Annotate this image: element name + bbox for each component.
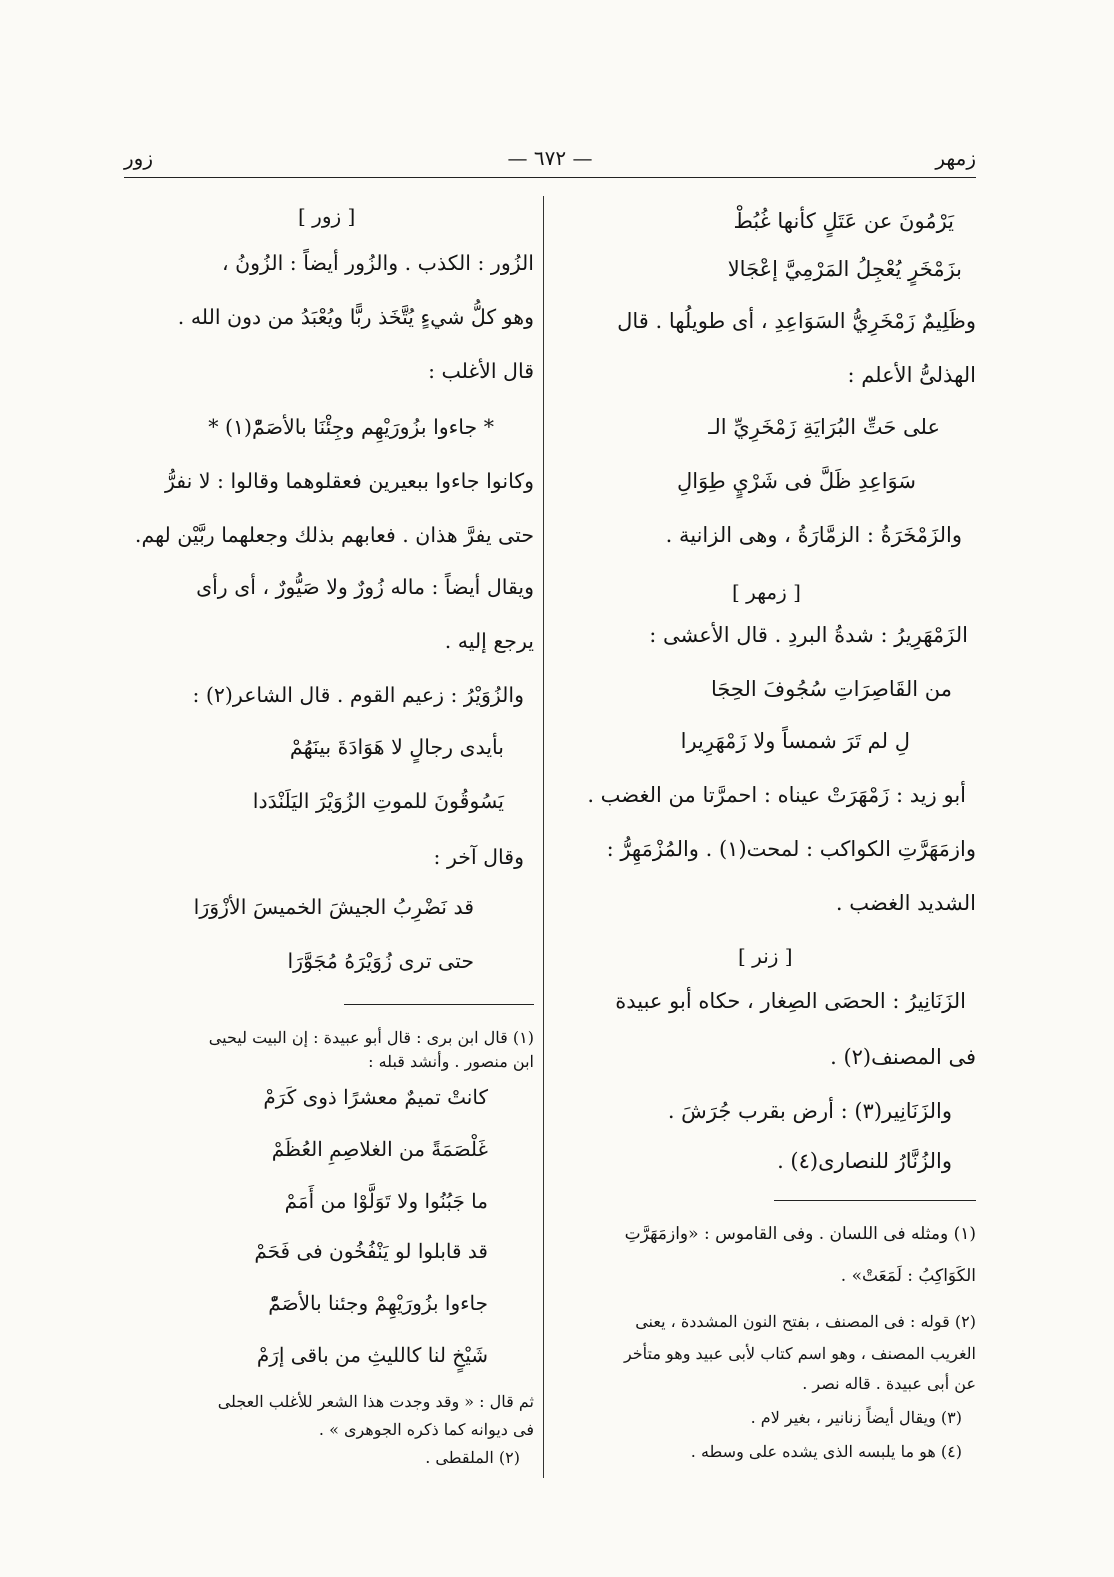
footnote-verse: جاءوا بزُورَيْهِمْ وجئنا بالأصَمّْ (268, 1291, 488, 1315)
text-line: وازمَهَرَّتِ الكواكب : لمحت(١) . والمُزْمَهِرُّ : (606, 837, 976, 861)
page-number: — ٦٧٢ — (507, 146, 593, 170)
column-divider (543, 196, 544, 1478)
footnote-line: فى ديوانه كما ذكره الجوهرى » . (318, 1420, 534, 1439)
verse-line: لِ لم تَرَ شمساً ولا زَمْهَرِيرا (680, 729, 910, 753)
text-line: وكانوا جاءوا ببعيرين فعقلوهما وقالوا : لا نفرُّ (164, 469, 534, 493)
footnote-line: ثم قال : « وقد وجدت هذا الشعر للأغلب العجلى (217, 1392, 534, 1411)
verse-line: * جاءوا بزُورَيْهِم وجِئْنَا بالأصَمّْ(١) * (208, 415, 494, 439)
verse-line: يَسُوقُونَ للموتِ الزُوَيْرَ اليَلَنْدَدا (252, 789, 504, 813)
section-title: [ زور ] (298, 204, 356, 228)
text-line: والزَنَانِير(٣) : أرض بقرب جُرَشَ . (667, 1099, 952, 1123)
footnote-verse: غَلْصَمَةً من الغلاصِمِ العُظَمْ (271, 1137, 488, 1161)
footnote-verse: كانتْ تميمٌ معشرًا ذوى كَرَمْ (263, 1085, 488, 1109)
verse-line: على حَتِّ البُرَايَةِ زَمْخَرِيِّ الـ (708, 415, 940, 439)
footnote-line: الغريب المصنف ، وهو اسم كتاب لأبى عبيد وهو متأخر (623, 1344, 976, 1363)
verse-line: قد نَضْرِبُ الجيشَ الخميسَ الأزْوَرَا (193, 895, 474, 919)
text-line: ويقال أيضاً : ماله زُورٌ ولا صَيُّورٌ ، أى رأى (196, 575, 534, 599)
footnote-rule (774, 1200, 976, 1201)
footnote-line: (٣) ويقال أيضاً زنانير ، بغير لام . (750, 1408, 962, 1427)
footnote-verse: قد قابلوا لو يَنْفُخُون فى فَحَمْ (254, 1239, 488, 1263)
footnote-line: (٢) قوله : فى المصنف ، بفتح النون المشددة ، يعنى (635, 1312, 976, 1331)
text-line: الزَنَانِيرُ : الحصَى الصِغار ، حكاه أبو عبيدة (615, 989, 966, 1013)
header-keyword-right: زمهر (935, 146, 976, 170)
header-keyword-left: زور (124, 146, 153, 170)
footnote-line: (١) قال ابن برى : قال أبو عبيدة : إن البيت ليحيى (208, 1028, 534, 1047)
verse-line: يَرْمُونَ عن عَتَلٍ كأنها غُبُطْ (733, 209, 954, 233)
footnote-line: ابن منصور . وأنشد قبله : (368, 1052, 534, 1071)
text-line: حتى يفرَّ هذان . فعابهم بذلك وجعلهما ربَّيْن لهم. (134, 523, 534, 547)
text-line: الزُور : الكذب . والزُور أيضاً : الزُونُ ، (221, 251, 534, 275)
verse-line: من القَاصِرَاتِ سُجُوفَ الحِجَا (710, 677, 952, 701)
footnote-verse: شَيْخٍ لنا كالليثِ من باقى إرَمْ (256, 1343, 488, 1367)
section-title: [ زنر ] (738, 944, 793, 968)
text-line: الهذلىُّ الأعلم : (847, 363, 976, 387)
section-title: [ زمهر ] (732, 580, 801, 604)
text-line: والزَمْخَرَةُ : الزمَّارَةُ ، وهى الزانية . (665, 523, 962, 547)
footnote-line: عن أبى عبيدة . قاله نصر . (802, 1374, 976, 1393)
footnote-rule (344, 1004, 534, 1005)
footnote-line: الكَوَاكِبُ : لَمَعَتْ» . (840, 1266, 976, 1286)
text-line: وقال آخر : (433, 845, 524, 869)
text-line: أبو زيد : زَمْهَرَتْ عيناه : احمرَّتا من الغضب . (587, 783, 966, 807)
text-line: يرجع إليه . (444, 629, 534, 653)
header-rule (124, 177, 976, 178)
footnote-line: (١) ومثله فى اللسان . وفى القاموس : «وازمَهَرَّتِ (624, 1224, 976, 1244)
text-line: قال الأغلب : (428, 359, 534, 383)
page-header (124, 146, 976, 176)
verse-line: بأيدى رجالٍ لا هَوَادَةَ بينَهُمْ (289, 735, 504, 759)
footnote-line: (٢) الملقطى . (425, 1448, 520, 1467)
footnote-line: (٤) هو ما يلبسه الذى يشده على وسطه . (690, 1442, 962, 1461)
text-line: والزُنَّارُ للنصارى(٤) . (777, 1149, 952, 1173)
verse-line: بزَمْخَرٍ يُعْجِلُ المَرْمِيَّ إعْجَالا (727, 257, 962, 281)
verse-line: حتى ترى زُوَيْرَهُ مُجَوَّرَا (287, 949, 474, 973)
text-line: وظَلِيمٌ زَمْخَرِيُّ السَوَاعِدِ ، أى طويلُها . قال (617, 309, 976, 333)
text-line: والزُوَيْرُ : زعيم القوم . قال الشاعر(٢) : (192, 683, 524, 707)
verse-line: سَوَاعِدِ ظَلَّ فى شَرْيٍ طِوَالِ (677, 469, 916, 493)
text-line: وهو كلُّ شيءٍ يُتَّخَذ ربًّا ويُعْبَدُ من دون الله . (177, 305, 534, 329)
text-line: فى المصنف(٢) . (830, 1045, 976, 1069)
text-line: الزَمْهَرِيرُ : شدةُ البردِ . قال الأعشى : (649, 623, 968, 647)
footnote-verse: ما جَبُنُوا ولا تَوَلَّوْا من أَمَمْ (284, 1189, 488, 1213)
text-line: الشديد الغضب . (835, 891, 976, 915)
